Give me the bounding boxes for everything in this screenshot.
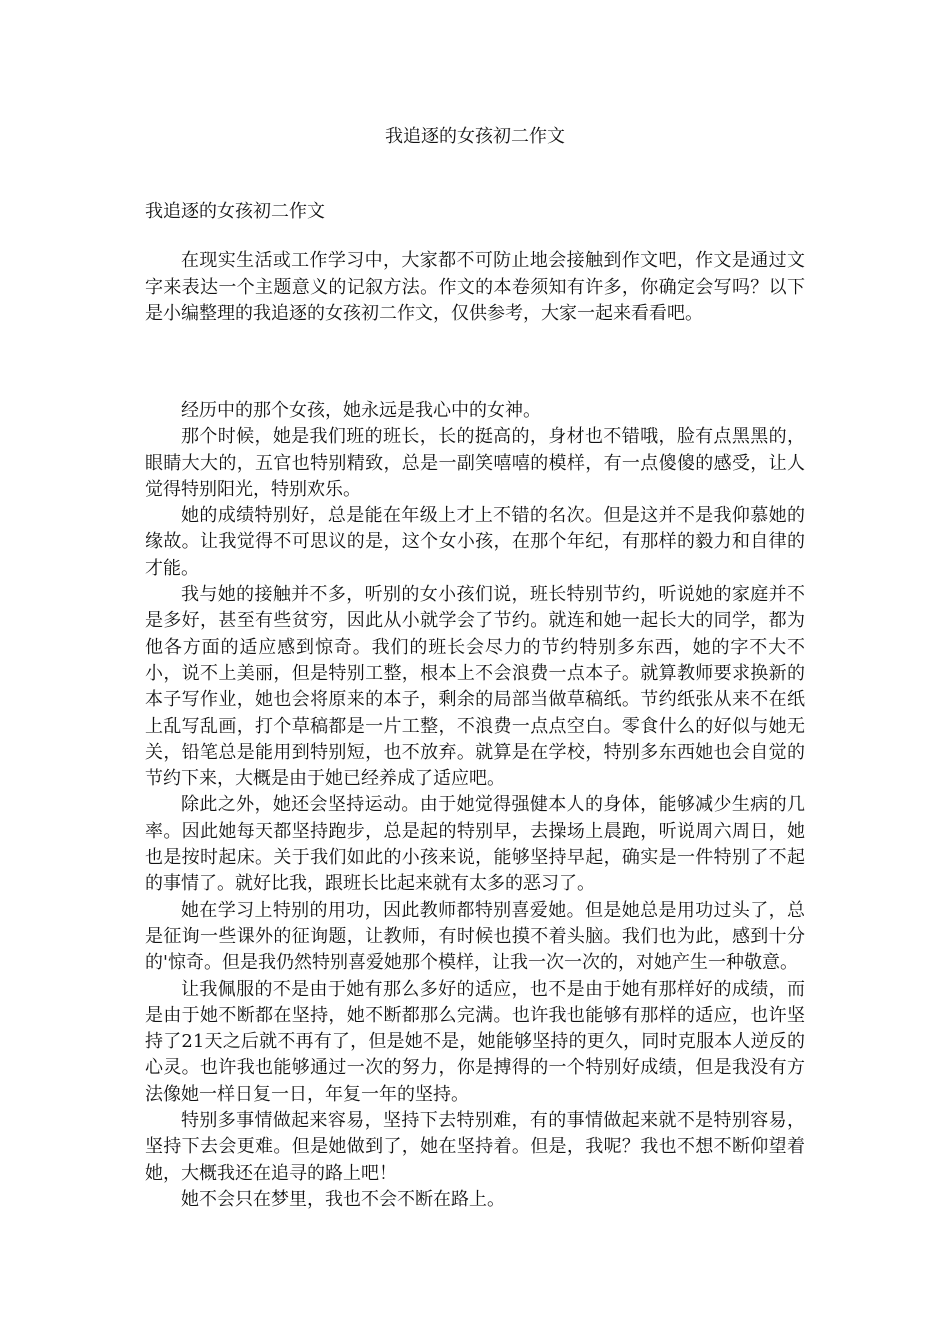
paragraph: 她不会只在梦里，我也不会不断在路上。 — [181, 1188, 505, 1210]
paragraph: 经历中的那个女孩，她永远是我心中的女神。 — [181, 400, 541, 421]
document-subtitle: 我追逐的女孩初二作文 — [145, 201, 325, 222]
paragraph: 让我佩服的不是由于她有那么多好的适应，也不是由于她有那样好的成绩，而是由于她不断都在坚持，她不断都那么完满。也许我也能够有那样的适应，也许坚持了21天之后就不再有了，但是她不是，她能够坚持的更久，同时克服本人逆反的心灵。也许我也能够通过一次的努力，你是搏得的一个特别好成绩，但是我没有方法像她一样日复一日，年复一年的坚持。 — [145, 978, 805, 1105]
paragraph: 除此之外，她还会坚持运动。由于她觉得强健本人的身体，能够减少生病的几率。因此她每天都坚持跑步，总是起的特别早，去操场上晨跑，听说周六周日，她也是按时起床。关于我们如此的小孩来说，能够坚持早起，确实是一件特别了不起的事情了。就好比我，跟班长比起来就有太多的恶习了。 — [145, 794, 805, 895]
paragraph: 我与她的接触并不多，听别的女小孩们说，班长特别节约，听说她的家庭并不是多好，甚至有些贫穷，因此从小就学会了节约。就连和她一起长大的同学，都为他各方面的适应感到惊奇。我们的班长会尽力的节约特别多东西，她的字不大不小，说不上美丽，但是特别工整，根本上不会浪费一点本子。就算教师要求换新的本子写作业，她也会将原来的本子，剩余的局部当做草稿纸。节约纸张从来不在纸上乱写乱画，打个草稿都是一片工整，不浪费一点点空白。零食什么的好似与她无关，铅笔总是能用到特别短，也不放弃。就算是在学校，特别多东西她也会自觉的节约下来，大概是由于她已经养成了适应吧。 — [145, 584, 805, 790]
essay-body — [145, 398, 805, 1213]
paragraph: 她在学习上特别的用功，因此教师都特别喜爱她。但是她总是用功过头了，总是征询一些课外的征询题，让教师，有时候也摸不着头脑。我们也为此，感到十分的'惊奇。但是我仍然特别喜爱她那个模样，让我一次一次的，对她产生一种敬意。 — [145, 899, 805, 974]
paragraph: 她的成绩特别好，总是能在年级上才上不错的名次。但是这并不是我仰慕她的缘故。让我觉得不可思议的是，这个女小孩，在那个年纪，有那样的毅力和自律的才能。 — [145, 505, 805, 579]
intro-paragraph: 在现实生活或工作学习中，大家都不可防止地会接触到作文吧，作文是通过文字来表达一个主题意义的记叙方法。作文的本卷须知有许多，你确定会写吗？以下是小编整理的我追逐的女孩初二作文，仅供参考，大家一起来看看吧。 — [145, 250, 805, 324]
document-title: 我追逐的女孩初二作文 — [385, 126, 565, 147]
paragraph: 那个时候，她是我们班的班长，长的挺高的，身材也不错哦，脸有点黑黑的，眼睛大大的，五官也特别精致，总是一副笑嘻嘻的模样，有一点傻傻的感受，让人觉得特别阳光，特别欢乐。 — [145, 426, 805, 500]
paragraph: 特别多事情做起来容易，坚持下去特别难，有的事情做起来就不是特别容易，坚持下去会更难。但是她做到了，她在坚持着。但是，我呢？我也不想不断仰望着她，大概我还在追寻的路上吧！ — [145, 1110, 805, 1184]
